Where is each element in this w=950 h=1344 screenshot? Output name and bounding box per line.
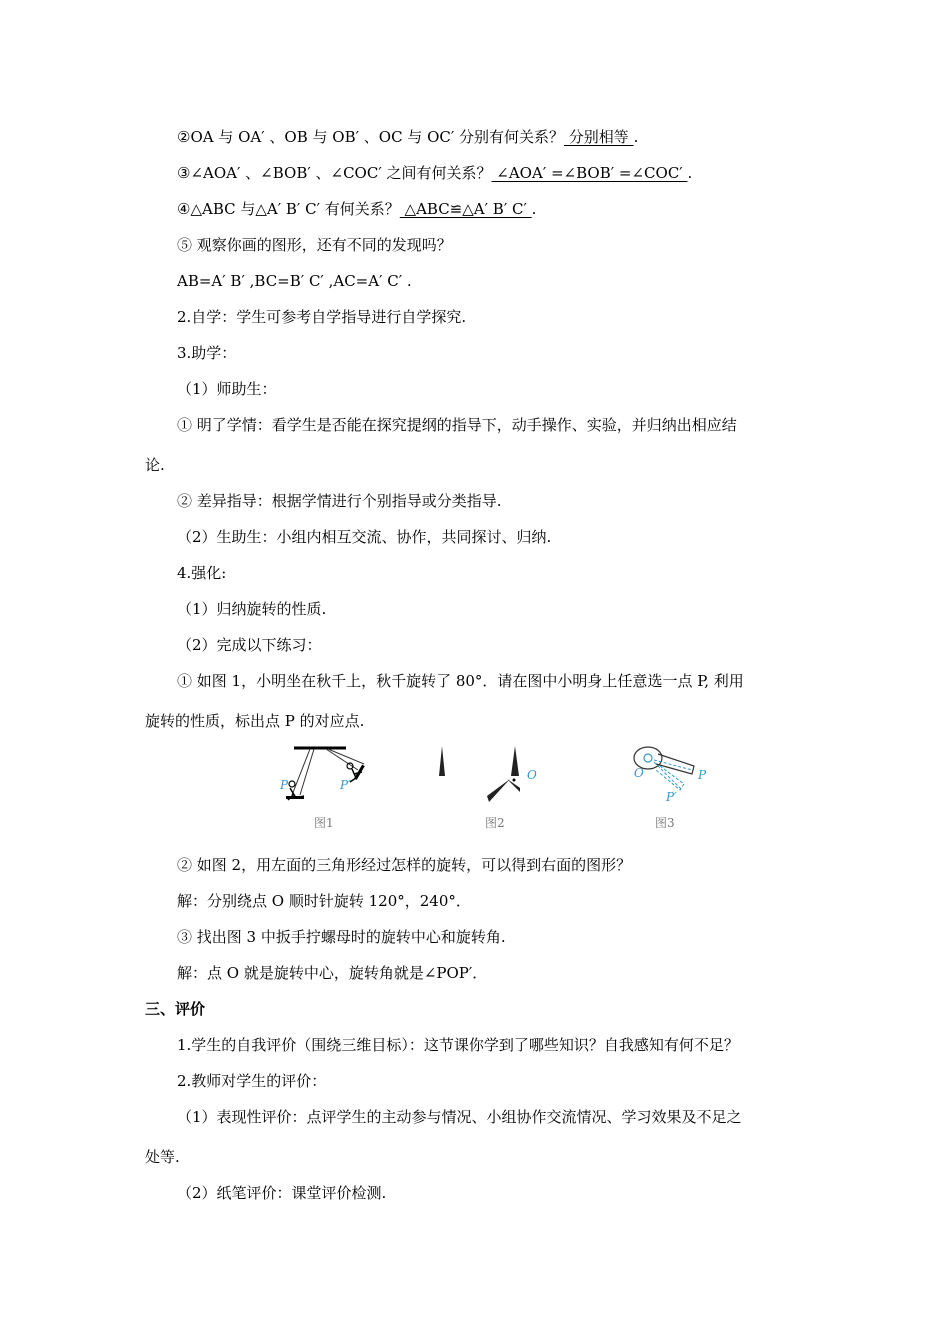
label-o-fig3: O <box>634 766 644 780</box>
text-line-19: 解：分别绕点 O 顺时针旋转 120°，240°． <box>177 892 471 910</box>
text-line-4: ⑤ 观察你画的图形，还有不同的发现吗？ <box>177 236 452 254</box>
answer-fill: △ABC≌△A′ B′ C′ <box>399 200 532 218</box>
figure-strip <box>270 740 730 840</box>
text-line-1 <box>177 127 638 147</box>
label-pprime-fig3: P′ <box>666 790 677 804</box>
text-line-17: 旋转的性质，标出点 P 的对应点. <box>145 712 365 730</box>
caption-fig1: 图1 <box>314 816 334 830</box>
question-text: ④△ABC 与△A′ B′ C′ 有何关系？ <box>177 200 400 218</box>
text-line-21: 解：点 O 就是旋转中心，旋转角就是∠POP′． <box>177 964 488 982</box>
text-line-13: 4.强化: <box>177 564 227 582</box>
text-line-6: 2.自学：学生可参考自学指导进行自学探究. <box>177 308 467 326</box>
text-line-15: （2）完成以下练习： <box>177 636 322 654</box>
text-line-9: ① 明了学情：看学生是否能在探究提纲的指导下，动手操作、实验，并归纳出相应结 <box>177 416 737 434</box>
label-p-fig3: P <box>698 768 707 782</box>
caption-fig3: 图3 <box>655 816 675 830</box>
question-text: ②OA 与 OA′ 、OB 与 OB′ 、OC 与 OC′ 分别有何关系？ <box>177 128 565 146</box>
text-line-5: AB=A′ B′ ,BC=B′ C′ ,AC=A′ C′ . <box>177 272 412 290</box>
text-line-14: （1）归纳旋转的性质. <box>177 600 327 618</box>
text-line-20: ③ 找出图 3 中扳手拧螺母时的旋转中心和旋转角. <box>177 928 506 946</box>
eval-line-1: 1.学生的自我评价（围绕三维目标）：这节课你学到了哪些知识？自我感知有何不足？ <box>177 1036 739 1054</box>
eval-line-3: （1）表现性评价：点评学生的主动参与情况、小组协作交流情况、学习效果及不足之 <box>177 1108 742 1126</box>
text-line-3 <box>177 199 536 219</box>
label-pprime-fig1: P′ <box>340 778 351 792</box>
text-line-16: ① 如图 1，小明坐在秋千上，秋千旋转了 80°．请在图中小明身上任意选一点 P, 利用 <box>177 672 744 690</box>
section-heading: 三、评价 <box>145 1000 206 1018</box>
punct: . <box>633 128 639 146</box>
answer-fill: ∠AOA′ =∠BOB′ =∠COC′ <box>491 164 688 182</box>
text-line-10: 论. <box>145 456 165 474</box>
eval-line-2: 2.教师对学生的评价： <box>177 1072 327 1090</box>
text-line-8: （1）师助生： <box>177 380 277 398</box>
text-line-7: 3.助学： <box>177 344 237 362</box>
text-line-11: ② 差异指导：根据学情进行个别指导或分类指导. <box>177 492 502 510</box>
eval-line-4: 处等. <box>145 1148 180 1166</box>
text-line-12: （2）生助生：小组内相互交流、协作，共同探讨、归纳. <box>177 528 552 546</box>
triangles-figure <box>430 740 520 815</box>
caption-fig2: 图2 <box>485 816 505 830</box>
punct: . <box>531 200 537 218</box>
text-line-2 <box>177 163 692 183</box>
label-o-fig2: O <box>527 768 537 782</box>
answer-fill: 分别相等 <box>564 128 634 146</box>
text-line-18: ② 如图 2，用左面的三角形经过怎样的旋转，可以得到右面的图形？ <box>177 856 632 874</box>
eval-line-5: （2）纸笔评价：课堂评价检测. <box>177 1184 387 1202</box>
label-p-fig1: P <box>280 778 289 792</box>
question-text: ③∠AOA′ 、∠BOB′ 、∠COC′ 之间有何关系？ <box>177 164 492 182</box>
punct: . <box>687 164 693 182</box>
